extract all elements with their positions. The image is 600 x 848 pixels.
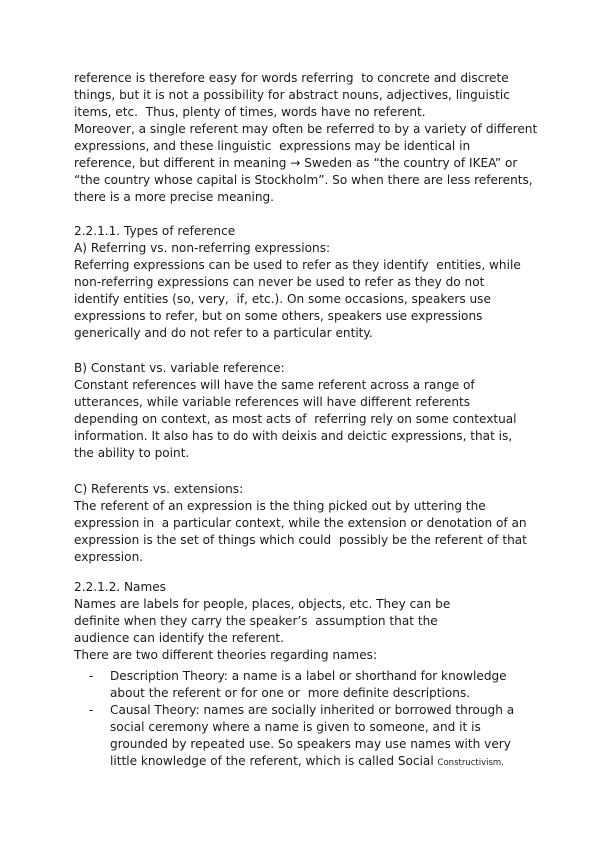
text-line: expression is the set of things which could possibly be the referent of that (74, 533, 527, 547)
text-line: there is a more precise meaning. (74, 190, 275, 204)
list-item-line (110, 753, 504, 772)
subsection-heading: C) Referents vs. extensions: (74, 482, 244, 496)
text-line: definite when they carry the speaker’s assumption that the (74, 614, 438, 628)
text-line: expressions, and these linguistic expressions may be identical in (74, 139, 471, 153)
subsection-heading: A) Referring vs. non-referring expressions: (74, 241, 331, 255)
text-line: expression in a particular context, while the extension or denotation of an (74, 516, 527, 530)
subsection-heading: B) Constant vs. variable reference: (74, 361, 285, 375)
section-heading: 2.2.1.2. Names (74, 580, 166, 594)
text-line: Moreover, a single referent may often be referred to by a variety of different (74, 122, 538, 136)
text-line: Constant references will have the same referent across a range of (74, 378, 475, 392)
text-line: utterances, while variable references will have different referents (74, 395, 471, 409)
text-line: The referent of an expression is the thing picked out by uttering the (74, 499, 486, 513)
text-line: information. It also has to do with deixis and deictic expressions, that is, (74, 429, 513, 443)
list-item-line: Causal Theory: names are socially inherited or borrowed through a (110, 703, 515, 717)
list-bullet-dash: - (89, 669, 94, 683)
text-line: generically and do not refer to a particular entity. (74, 326, 373, 340)
text-line: “the country whose capital is Stockholm”. So when there are less referents, (74, 173, 533, 187)
list-item-line: Description Theory: a name is a label or shorthand for knowledge (110, 669, 507, 683)
text-line: non-referring expressions can never be used to refer as they do not (74, 275, 485, 289)
list-item-line: social ceremony where a name is given to someone, and it is (110, 720, 481, 734)
section-heading: 2.2.1.1. Types of reference (74, 224, 236, 238)
text-line: identify entities (so, very, if, etc.). On some occasions, speakers use (74, 292, 491, 306)
list-item-line: grounded by repeated use. So speakers may use names with very (110, 737, 511, 751)
text-line: items, etc. Thus, plenty of times, words have no referent. (74, 105, 426, 119)
small-text: Constructivism. (437, 758, 504, 768)
text-line: reference is therefore easy for words referring to concrete and discrete (74, 71, 509, 85)
text-line: expression. (74, 550, 144, 564)
text-line: expressions to refer, but on some others, speakers use expressions (74, 309, 483, 323)
text-line: Referring expressions can be used to refer as they identify entities, while (74, 258, 521, 272)
list-item-line: about the referent or for one or more definite descriptions. (110, 686, 471, 700)
list-item-text: little knowledge of the referent, which is called Social (110, 754, 438, 768)
text-line: the ability to point. (74, 446, 190, 460)
text-line: audience can identify the referent. (74, 631, 284, 645)
text-line: There are two different theories regarding names: (74, 648, 378, 662)
text-line: reference, but different in meaning → Sweden as “the country of IKEA” or (74, 156, 518, 170)
text-line: things, but it is not a possibility for abstract nouns, adjectives, linguistic (74, 88, 510, 102)
list-bullet-dash: - (89, 703, 94, 717)
text-line: depending on context, as most acts of referring rely on some contextual (74, 412, 517, 426)
text-line: Names are labels for people, places, objects, etc. They can be (74, 597, 451, 611)
